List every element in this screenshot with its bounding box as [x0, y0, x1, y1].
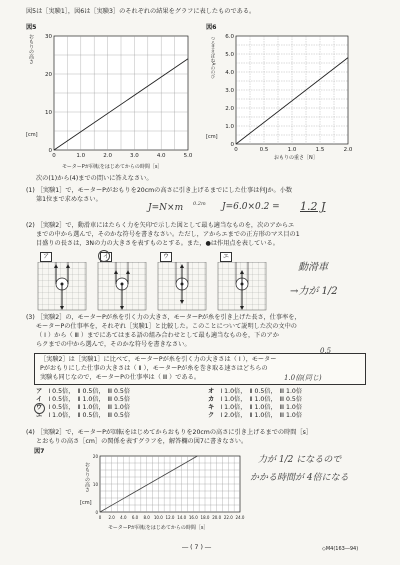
- footer-code: ◇M4(163―94): [322, 546, 359, 552]
- q4-line2: とおもりの高さ［cm］の関係を表すグラフを，解答欄の図7に書きなさい。: [36, 438, 248, 445]
- fig5-xlabel: モーターPが回転をはじめてからの時間［s］: [62, 164, 163, 170]
- q3-choice-text: Ⅰ 0.5倍， Ⅱ 1.0倍， Ⅲ 0.5倍: [48, 396, 131, 403]
- fig7-xtick-label: 2.0: [108, 515, 115, 520]
- fig7-xtick-label: 14.0: [177, 515, 187, 520]
- fig7-grid: [100, 456, 240, 512]
- q1-hand-answer: 1.2 J: [300, 200, 326, 213]
- q2-figure-a: [38, 262, 86, 310]
- page-number: ― ( 7 ) ―: [182, 544, 212, 551]
- fig5-ytick-label: 0: [48, 148, 52, 154]
- fig7-xtick-label: 24.0: [235, 515, 245, 520]
- q3-choice: [208, 404, 302, 412]
- fig7-ytick-label: 10: [92, 482, 98, 487]
- q2-figure-i: [98, 262, 146, 310]
- instructions: 次の(1)から(4)までの問いに答えなさい。: [36, 175, 153, 182]
- fig7-xtick-label: 22.0: [223, 515, 233, 520]
- fig7-title: 図7: [34, 448, 45, 455]
- fig5-title: 図5: [26, 24, 37, 31]
- fig7-xtick-label: 20.0: [212, 515, 222, 520]
- q2-selected-circle: [98, 250, 110, 262]
- fig6-ytick-label: 3.0: [225, 88, 234, 94]
- fig5-ytick-label: 30: [45, 34, 52, 40]
- fig5-chart: [36, 30, 194, 160]
- q2-line2: までの中から選んで，そのかな符号を書きなさい。ただし，アからエまでの正方形のマス目の1: [36, 231, 300, 238]
- q3-choice-text: Ⅰ 0.5倍， Ⅱ 0.5倍， Ⅲ 0.5倍: [48, 388, 131, 395]
- fig7-ytick-label: 0: [95, 510, 98, 515]
- fig6-xtick-label: 2.0: [343, 147, 353, 153]
- fig5-ylabel-unit: [cm]: [26, 132, 38, 138]
- q2-hand-b: →力が 1/2: [290, 286, 338, 297]
- fig7-ylabel: おもりの高さ: [84, 462, 90, 492]
- fig5-ytick-label: 10: [45, 110, 52, 116]
- q3-choice-text: Ⅰ 1.0倍， Ⅱ 1.0倍， Ⅲ 0.5倍: [220, 396, 303, 403]
- q3-box-line1: ［実験2］は［実験1］に比べて，モーターPが糸を引く力の大きさは（ Ⅰ ），モーター: [40, 356, 277, 363]
- q3-choice: [208, 412, 302, 420]
- q3-hand-same: 1.0倍(同じ): [284, 374, 322, 382]
- q3-choice-mark: キ: [208, 404, 221, 411]
- q3-line4: らクまでの中から選んで，そのかな符号を書きなさい。: [36, 341, 191, 348]
- fig6-grid: [236, 36, 348, 144]
- q3-choice-text: Ⅰ 1.0倍， Ⅱ 0.5倍， Ⅲ 0.5倍: [48, 412, 131, 419]
- fig6-ytick-label: 2.0: [225, 106, 234, 112]
- fig7-xtick-label: 16.0: [188, 515, 198, 520]
- fig5-xtick-label: 4.0: [156, 153, 166, 159]
- q2-option-e-label: エ: [220, 252, 232, 262]
- fig6-xtick-label: 0: [234, 147, 238, 153]
- q3-box-line3: 実験も同じなので，モーターPの仕事率は（ Ⅲ ）である。: [40, 374, 201, 381]
- q3-choice: [36, 404, 130, 412]
- fig7-chart: [88, 452, 246, 522]
- q2-hand-a: 動滑車: [298, 262, 328, 273]
- fig6-chart: [218, 30, 358, 160]
- q3-choice-mark: エ: [36, 412, 49, 419]
- q2-figures: [36, 262, 276, 312]
- q3-line2: モーターPの仕事率を，それぞれ［実験1］と比較した。このことについて説明した次の文中の: [36, 323, 297, 330]
- q2-option-u-label: ウ: [160, 252, 172, 262]
- q3-choice: [208, 388, 302, 396]
- fig7-xlabel: モーターPが回転をはじめてからの時間［s］: [108, 525, 209, 531]
- fig6-xlabel: おもりの重さ［N］: [274, 155, 318, 161]
- q4-hand-b: かかる時間が 4倍になる: [250, 473, 349, 483]
- fig7-ylabel-unit: [cm]: [80, 500, 92, 506]
- q4-hand-a: 力が 1/2 になるので: [258, 455, 342, 465]
- q3-choice-mark: ア: [36, 388, 49, 395]
- q2-line3: 目盛りの長さは，3Nの力の大きさを表すものとする。また，●は作用点を表している。: [36, 240, 279, 247]
- q2-option-a-label: ア: [40, 252, 52, 262]
- fig5-xtick-label: 3.0: [130, 153, 139, 159]
- q3-box-line2: Pがおもりにした仕事の大きさは（ Ⅱ ），モーターPが糸を巻き取る速さはどちらの: [40, 365, 268, 372]
- q3-choice: [36, 388, 130, 396]
- q3-choice-mark: カ: [208, 396, 221, 403]
- fig7-xtick-label: 6.0: [131, 515, 139, 520]
- fig5-grid: [54, 36, 188, 150]
- q3-choice: [36, 412, 130, 420]
- q3-choice-mark: ク: [208, 412, 221, 419]
- q3-line1: (3) ［実験2］の，モーターPが糸を引く力の大きさ，モーターPが糸を引き上げた長さ，仕事率を，: [26, 314, 301, 321]
- q2-figure-u: [158, 262, 206, 310]
- fig5-xtick-label: 0: [52, 153, 56, 159]
- q3-selected-circle: [34, 403, 45, 414]
- q1-line1: (1) ［実験1］で，モーターPがおもりを20cmの高さに引き上げるまでにした仕事は何Jか。小数: [26, 187, 293, 194]
- q4-line1: (4) ［実験2］で，モーターPが回転をはじめてからおもりを20cmの高さに引き上げるまでの時間［s］: [26, 429, 313, 436]
- fig6-ytick-label: 6.0: [225, 34, 234, 40]
- fig5-xtick-label: 5.0: [183, 153, 193, 159]
- q3-choice-text: Ⅰ 1.0倍， Ⅱ 1.0倍， Ⅲ 1.0倍: [220, 404, 303, 411]
- fig7-xtick-label: 12.0: [165, 515, 175, 520]
- q3-hand-half: 0.5: [320, 347, 332, 355]
- q3-choice: [208, 396, 302, 404]
- q3-choice-mark: オ: [208, 388, 221, 395]
- fig6-ytick-label: 5.0: [225, 52, 234, 58]
- intro-text: 図5は［実験1］，図6は［実験3］のそれぞれの結果をグラフに表したものである。: [26, 8, 256, 15]
- q1-hand-note: 0.2m: [193, 201, 206, 207]
- fig7-xtick-label: 0: [98, 515, 102, 520]
- q1-line2: 第1位まで求めなさい。: [36, 196, 102, 203]
- fig6-xtick-label: 1.0: [287, 147, 297, 153]
- fig6-ytick-label: 1.0: [225, 124, 234, 130]
- fig7-xtick-label: 10.0: [153, 515, 163, 520]
- fig7-xtick-label: 8.0: [143, 515, 150, 520]
- fig6-ylabel: つるまきばねAののび: [210, 36, 215, 79]
- fig6-xtick-label: 1.5: [315, 147, 325, 153]
- q1-hand-calc: J=6.0×0.2 =: [222, 202, 280, 212]
- fig7-xtick-label: 4.0: [120, 515, 127, 520]
- fig5-xtick-label: 2.0: [103, 153, 112, 159]
- q3-choice-text: Ⅰ 0.5倍， Ⅱ 1.0倍， Ⅲ 1.0倍: [48, 404, 131, 411]
- q2-option-i-label: イ: [100, 252, 112, 262]
- q3-choice-mark: イ: [36, 396, 49, 403]
- fig5-xtick-label: 1.0: [76, 153, 86, 159]
- q2-figure-e: [218, 262, 266, 310]
- fig6-ylabel-unit: [cm]: [206, 134, 218, 140]
- fig6-ytick-label: 4.0: [225, 70, 234, 76]
- q3-choice-text: Ⅰ 2.0倍， Ⅱ 1.0倍， Ⅲ 1.0倍: [220, 412, 303, 419]
- q1-hand-formula: J=N×m: [148, 203, 184, 213]
- fig7-xtick-label: 18.0: [200, 515, 210, 520]
- fig5-ytick-label: 20: [45, 72, 52, 78]
- q3-line3: （ Ⅰ ）から（ Ⅲ ）までにあてはまる語の組み合わせとして最も適当なものを，下のアか: [36, 332, 279, 339]
- fig6-title: 図6: [206, 24, 217, 31]
- fig6-ytick-label: 0: [230, 142, 234, 148]
- fig5-ylabel: おもりの高さ: [28, 34, 34, 64]
- fig7-ytick-label: 20: [92, 454, 98, 459]
- q3-choice: [36, 396, 130, 404]
- fig6-xtick-label: 0.5: [259, 147, 269, 153]
- q3-choice-mark: ウ: [36, 404, 49, 411]
- q2-line1: (2) ［実験2］で，動滑車にはたらく力を矢印で示した図として最も適当なものを，次のアからエ: [26, 222, 295, 229]
- q3-choice-text: Ⅰ 1.0倍， Ⅱ 0.5倍， Ⅲ 1.0倍: [220, 388, 303, 395]
